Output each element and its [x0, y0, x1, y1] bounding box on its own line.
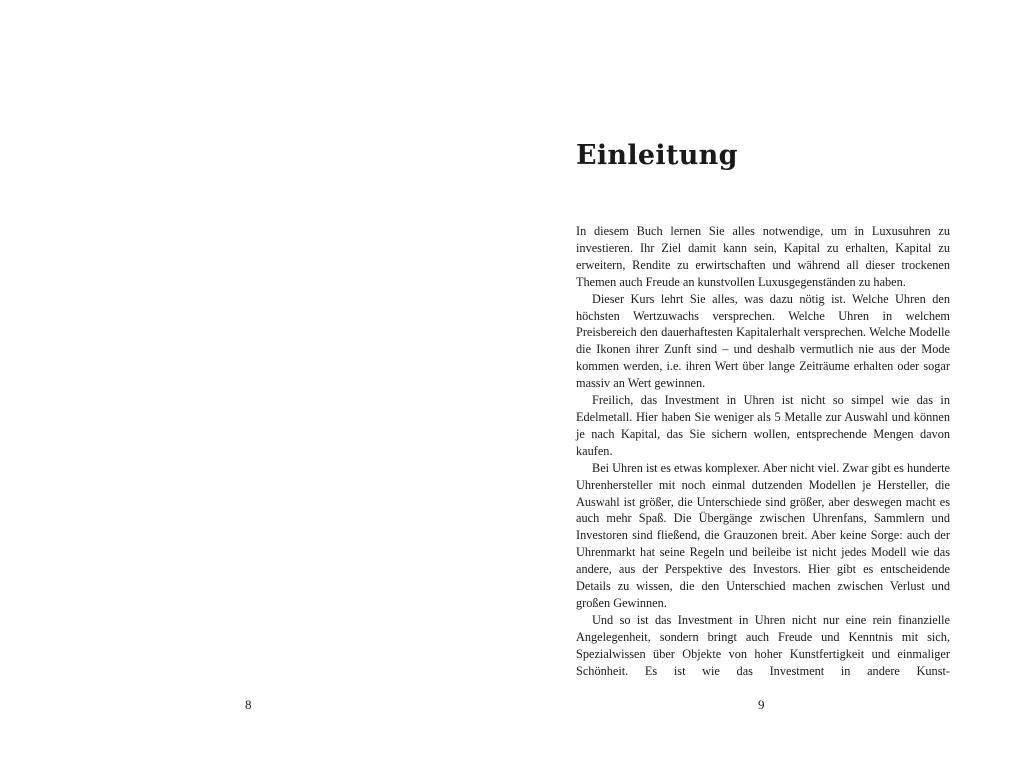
paragraph-1: In diesem Buch lernen Sie alles notwendige, um in Luxusuhren zu investieren. Ihr Ziel damit kann sein, Kapital zu erhalten, Kapital zu erweitern, Rendite zu erwirtschaften und während all dieser trockenen Themen auch Freude an kunstvollen Luxusgegenständen zu haben. [576, 224, 950, 289]
paragraph-4: Bei Uhren ist es etwas komplexer. Aber nicht viel. Zwar gibt es hunderte Uhrenhersteller mit noch einmal dutzenden Modellen je Hersteller, die Auswahl ist größer, die Unterschiede sind größer, aber deswegen macht es auch mehr Spaß. Die Übergänge zwischen Uhrenfans, Sammlern und Investoren sind fließend, die Grauzonen breit. Aber keine Sorge: auch der Uhrenmarkt hat seine Regeln und beileibe ist nicht jedes Modell wie das andere, aus der Perspektive des Investors. Hier gibt es entscheidende Details zu wissen, die den Unterschied machen zwischen Verlust und großen Gewinnen. [576, 460, 950, 610]
right-page [512, 0, 1024, 768]
page-number-left: 8 [245, 697, 252, 712]
chapter-title: Einleitung [576, 140, 738, 171]
paragraph-2: Dieser Kurs lehrt Sie alles, was dazu nötig ist. Welche Uhren den höchsten Wertzuwachs versprechen. Welche Uhren in welchem Preisbereich den dauerhaftesten Kapitalerhalt versprechen. Welche Modelle die Ikonen ihrer Zunft sind – und deshalb vermutlich nie aus der Mode kommen werden, i.e. ihren Wert über lange Zeiträume erhalten oder sogar massiv an Wert gewinnen. [576, 291, 950, 391]
paragraph-3: Freilich, das Investment in Uhren ist nicht so simpel wie das in Edelmetall. Hier haben Sie weniger als 5 Metalle zur Auswahl und können je nach Kapital, das Sie sichern wollen, entsprechende Mengen davon kaufen. [576, 393, 950, 458]
paragraph-5: Und so ist das Investment in Uhren nicht nur eine rein finanzielle Angelegenheit, sondern bringt auch Freude und Kenntnis mit sich, Spezialwissen über Objekte von hoher Kunstfertigkeit und einmaliger Schönheit. Es ist wie das Investment in andere Kunst- [576, 612, 950, 678]
chapter-body [576, 223, 950, 679]
page-number-right: 9 [758, 697, 765, 712]
